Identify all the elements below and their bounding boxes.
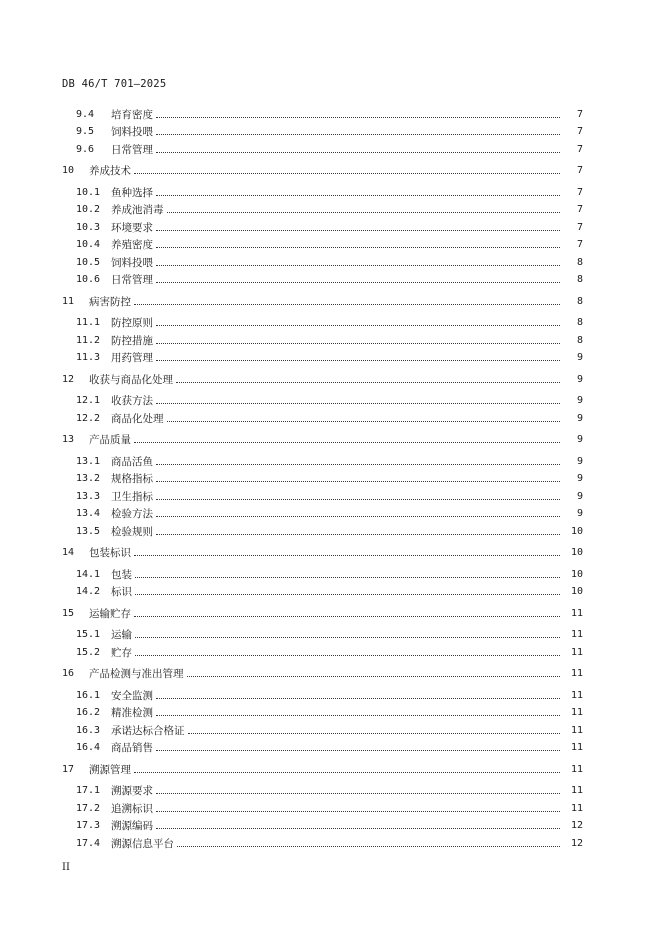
toc-dot-leader xyxy=(156,350,560,361)
toc-section-entry[interactable] xyxy=(0,238,662,252)
toc-entry-number: 16.3 xyxy=(76,724,101,736)
toc-entry-page: 10 xyxy=(570,568,583,580)
toc-entry-page: 7 xyxy=(576,204,583,215)
toc-section-entry[interactable] xyxy=(0,706,662,720)
toc-dot-leader xyxy=(156,818,560,829)
toc-entry-page: 8 xyxy=(576,256,583,268)
toc-entry-page: 11 xyxy=(570,668,583,679)
toc-entry-title: 收获与商品化处理 xyxy=(89,373,173,386)
toc-entry-number: 12.2 xyxy=(76,412,101,424)
page-number-footer: II xyxy=(62,862,70,873)
toc-chapter-entry[interactable] xyxy=(0,606,662,620)
toc-dot-leader xyxy=(177,836,560,847)
toc-entry-title: 养成技术 xyxy=(89,165,131,177)
toc-chapter-entry[interactable] xyxy=(0,164,662,178)
toc-entry-number: 17 xyxy=(62,763,75,775)
toc-entry-number: 13.3 xyxy=(76,490,101,502)
toc-entry-page: 9 xyxy=(576,434,583,445)
toc-entry-number: 16.4 xyxy=(76,742,101,753)
toc-chapter-entry[interactable] xyxy=(0,372,662,386)
toc-chapter-entry[interactable] xyxy=(0,433,662,447)
toc-dot-leader xyxy=(156,489,560,500)
toc-section-entry[interactable] xyxy=(0,507,662,521)
toc-dot-leader xyxy=(156,124,560,135)
toc-entry-page: 9 xyxy=(576,473,583,484)
toc-section-entry[interactable] xyxy=(0,351,662,365)
toc-dot-leader xyxy=(176,372,560,383)
toc-section-entry[interactable] xyxy=(0,628,662,642)
toc-entry-number: 9.4 xyxy=(76,108,95,120)
toc-dot-leader xyxy=(156,705,560,716)
toc-entry-title: 用药管理 xyxy=(111,352,153,364)
toc-entry-title: 规格指标 xyxy=(111,473,153,485)
toc-entry-title: 收获方法 xyxy=(111,395,153,407)
toc-section-entry[interactable] xyxy=(0,723,662,737)
toc-entry-number: 13.1 xyxy=(76,455,101,467)
toc-entry-number: 13.4 xyxy=(76,508,101,519)
toc-entry-title: 精准检测 xyxy=(111,707,153,719)
document-code-header: DB 46/T 701—2025 xyxy=(62,78,167,90)
toc-entry-title: 商品销售 xyxy=(111,742,153,754)
toc-entry-number: 17.1 xyxy=(76,785,101,796)
toc-entry-title: 养成池消毒 xyxy=(111,204,164,216)
toc-entry-number: 16.1 xyxy=(76,689,101,701)
toc-entry-number: 10.1 xyxy=(76,186,101,198)
toc-entry-page: 8 xyxy=(576,295,583,307)
toc-entry-number: 17.2 xyxy=(76,802,101,814)
toc-dot-leader xyxy=(134,606,560,617)
toc-entry-title: 日常管理 xyxy=(111,143,153,156)
toc-section-entry[interactable] xyxy=(0,255,662,269)
toc-entry-page: 7 xyxy=(576,165,583,176)
toc-entry-number: 17.4 xyxy=(76,837,101,849)
toc-entry-number: 15.2 xyxy=(76,646,101,658)
toc-entry-number: 16.2 xyxy=(76,707,101,718)
toc-section-entry[interactable] xyxy=(0,472,662,486)
toc-entry-number: 11.2 xyxy=(76,334,101,346)
toc-entry-page: 9 xyxy=(576,352,583,363)
toc-entry-title: 养殖密度 xyxy=(111,239,153,251)
toc-entry-title: 承诺达标合格证 xyxy=(111,724,185,737)
toc-entry-page: 11 xyxy=(570,607,583,619)
toc-entry-page: 11 xyxy=(570,724,583,736)
toc-dot-leader xyxy=(187,666,561,677)
toc-section-entry[interactable] xyxy=(0,819,662,833)
toc-entry-title: 追溯标识 xyxy=(111,802,153,815)
toc-entry-number: 14 xyxy=(62,547,75,558)
toc-dot-leader xyxy=(156,506,560,517)
toc-entry-title: 运输贮存 xyxy=(89,607,131,620)
toc-entry-title: 贮存 xyxy=(111,646,132,659)
toc-entry-number: 9.6 xyxy=(76,143,95,155)
toc-entry-number: 15.1 xyxy=(76,629,101,640)
toc-entry-title: 饲料投喂 xyxy=(111,256,153,269)
toc-entry-number: 11.3 xyxy=(76,352,101,363)
toc-entry-page: 7 xyxy=(576,186,583,198)
toc-entry-page: 8 xyxy=(576,317,583,328)
toc-dot-leader xyxy=(156,524,560,535)
toc-dot-leader xyxy=(156,237,560,248)
toc-entry-number: 10.5 xyxy=(76,256,101,268)
toc-entry-page: 11 xyxy=(570,763,583,775)
toc-entry-title: 鱼种选择 xyxy=(111,186,153,199)
toc-entry-title: 防控原则 xyxy=(111,317,153,329)
toc-dot-leader xyxy=(135,645,560,656)
toc-entry-title: 培育密度 xyxy=(111,108,153,121)
toc-entry-number: 14.2 xyxy=(76,586,101,597)
toc-entry-title: 饲料投喂 xyxy=(111,126,153,138)
toc-entry-title: 日常管理 xyxy=(111,274,153,286)
toc-entry-page: 11 xyxy=(570,785,583,796)
toc-entry-page: 11 xyxy=(570,689,583,701)
toc-entry-number: 13.2 xyxy=(76,473,101,484)
toc-dot-leader xyxy=(134,762,560,773)
toc-section-entry[interactable] xyxy=(0,333,662,347)
toc-entry-page: 12 xyxy=(570,820,583,831)
toc-dot-leader xyxy=(156,688,560,699)
toc-entry-title: 商品化处理 xyxy=(111,412,164,425)
toc-section-entry[interactable] xyxy=(0,836,662,850)
toc-section-entry[interactable] xyxy=(0,411,662,425)
toc-dot-leader xyxy=(135,627,560,638)
toc-chapter-entry[interactable] xyxy=(0,294,662,308)
toc-entry-title: 产品检测与准出管理 xyxy=(89,668,184,680)
toc-section-entry[interactable] xyxy=(0,585,662,599)
toc-entry-page: 11 xyxy=(570,646,583,658)
toc-section-entry[interactable] xyxy=(0,107,662,121)
toc-entry-title: 溯源信息平台 xyxy=(111,837,174,850)
toc-entry-page: 11 xyxy=(570,802,583,814)
toc-entry-number: 9.5 xyxy=(76,126,95,137)
toc-entry-number: 13.5 xyxy=(76,525,101,537)
toc-entry-number: 10.2 xyxy=(76,204,101,215)
toc-entry-title: 检验方法 xyxy=(111,508,153,520)
toc-section-entry[interactable] xyxy=(0,125,662,139)
toc-entry-page: 9 xyxy=(576,455,583,467)
toc-dot-leader xyxy=(134,545,560,556)
toc-entry-title: 包装标识 xyxy=(89,547,131,559)
toc-section-entry[interactable] xyxy=(0,220,662,234)
toc-entry-title: 溯源编码 xyxy=(111,820,153,832)
toc-chapter-entry[interactable] xyxy=(0,667,662,681)
toc-section-entry[interactable] xyxy=(0,394,662,408)
toc-dot-leader xyxy=(135,584,560,595)
toc-entry-page: 12 xyxy=(570,837,583,849)
toc-dot-leader xyxy=(156,393,560,404)
toc-section-entry[interactable] xyxy=(0,741,662,755)
toc-section-entry[interactable] xyxy=(0,273,662,287)
toc-section-entry[interactable] xyxy=(0,489,662,503)
toc-entry-page: 9 xyxy=(576,395,583,406)
toc-section-entry[interactable] xyxy=(0,142,662,156)
toc-dot-leader xyxy=(167,411,561,422)
toc-entry-page: 9 xyxy=(576,412,583,424)
toc-entry-number: 15 xyxy=(62,607,75,619)
toc-entry-title: 包装 xyxy=(111,568,132,581)
toc-entry-number: 12.1 xyxy=(76,395,101,406)
toc-dot-leader xyxy=(134,432,560,443)
toc-dot-leader xyxy=(135,567,560,578)
toc-entry-number: 11.1 xyxy=(76,317,101,328)
toc-entry-title: 运输 xyxy=(111,629,132,641)
toc-entry-title: 环境要求 xyxy=(111,221,153,234)
toc-dot-leader xyxy=(167,202,561,213)
toc-entry-title: 安全监测 xyxy=(111,689,153,702)
toc-entry-number: 16 xyxy=(62,668,75,679)
toc-dot-leader xyxy=(156,220,560,231)
toc-entry-page: 11 xyxy=(570,629,583,640)
toc-entry-title: 商品活鱼 xyxy=(111,455,153,468)
toc-entry-number: 14.1 xyxy=(76,568,101,580)
toc-entry-title: 病害防控 xyxy=(89,295,131,308)
toc-entry-page: 7 xyxy=(576,221,583,233)
toc-entry-page: 9 xyxy=(576,373,583,385)
toc-entry-page: 7 xyxy=(576,239,583,250)
toc-dot-leader xyxy=(156,185,560,196)
toc-dot-leader xyxy=(156,255,560,266)
toc-dot-leader xyxy=(156,454,560,465)
toc-entry-number: 12 xyxy=(62,373,75,385)
toc-section-entry[interactable] xyxy=(0,567,662,581)
toc-entry-title: 溯源要求 xyxy=(111,785,153,797)
toc-entry-page: 7 xyxy=(576,108,583,120)
toc-entry-page: 10 xyxy=(570,586,583,597)
toc-entry-number: 13 xyxy=(62,434,75,445)
toc-section-entry[interactable] xyxy=(0,801,662,815)
toc-entry-title: 产品质量 xyxy=(89,434,131,446)
toc-section-entry[interactable] xyxy=(0,454,662,468)
toc-entry-page: 7 xyxy=(576,143,583,155)
toc-dot-leader xyxy=(156,107,560,118)
toc-entry-number: 10.4 xyxy=(76,239,101,250)
toc-entry-page: 8 xyxy=(576,274,583,285)
toc-entry-title: 检验规则 xyxy=(111,525,153,538)
toc-entry-title: 标识 xyxy=(111,586,132,598)
toc-entry-page: 11 xyxy=(570,742,583,753)
toc-dot-leader xyxy=(134,294,560,305)
toc-entry-title: 防控措施 xyxy=(111,334,153,347)
toc-dot-leader xyxy=(156,740,560,751)
toc-entry-title: 溯源管理 xyxy=(89,763,131,776)
toc-dot-leader xyxy=(156,333,560,344)
toc-section-entry[interactable] xyxy=(0,784,662,798)
toc-entry-number: 11 xyxy=(62,295,75,307)
toc-entry-page: 11 xyxy=(570,707,583,718)
toc-dot-leader xyxy=(156,783,560,794)
toc-dot-leader xyxy=(156,801,560,812)
toc-section-entry[interactable] xyxy=(0,316,662,330)
toc-section-entry[interactable] xyxy=(0,688,662,702)
toc-entry-number: 10.3 xyxy=(76,221,101,233)
toc-entry-title: 卫生指标 xyxy=(111,490,153,503)
toc-section-entry[interactable] xyxy=(0,524,662,538)
toc-dot-leader xyxy=(156,471,560,482)
toc-entry-page: 10 xyxy=(570,547,583,558)
toc-entry-number: 10.6 xyxy=(76,274,101,285)
toc-entry-page: 10 xyxy=(570,525,583,537)
toc-dot-leader xyxy=(188,723,561,734)
toc-section-entry[interactable] xyxy=(0,185,662,199)
toc-entry-page: 9 xyxy=(576,508,583,519)
toc-entry-number: 17.3 xyxy=(76,820,101,831)
toc-entry-page: 9 xyxy=(576,490,583,502)
toc-section-entry[interactable] xyxy=(0,203,662,217)
toc-entry-page: 8 xyxy=(576,334,583,346)
toc-chapter-entry[interactable] xyxy=(0,546,662,560)
toc-entry-page: 7 xyxy=(576,126,583,137)
toc-dot-leader xyxy=(156,272,560,283)
toc-dot-leader xyxy=(156,142,560,153)
toc-chapter-entry[interactable] xyxy=(0,762,662,776)
toc-section-entry[interactable] xyxy=(0,645,662,659)
toc-dot-leader xyxy=(156,315,560,326)
toc-dot-leader xyxy=(134,163,560,174)
toc-entry-number: 10 xyxy=(62,165,75,176)
